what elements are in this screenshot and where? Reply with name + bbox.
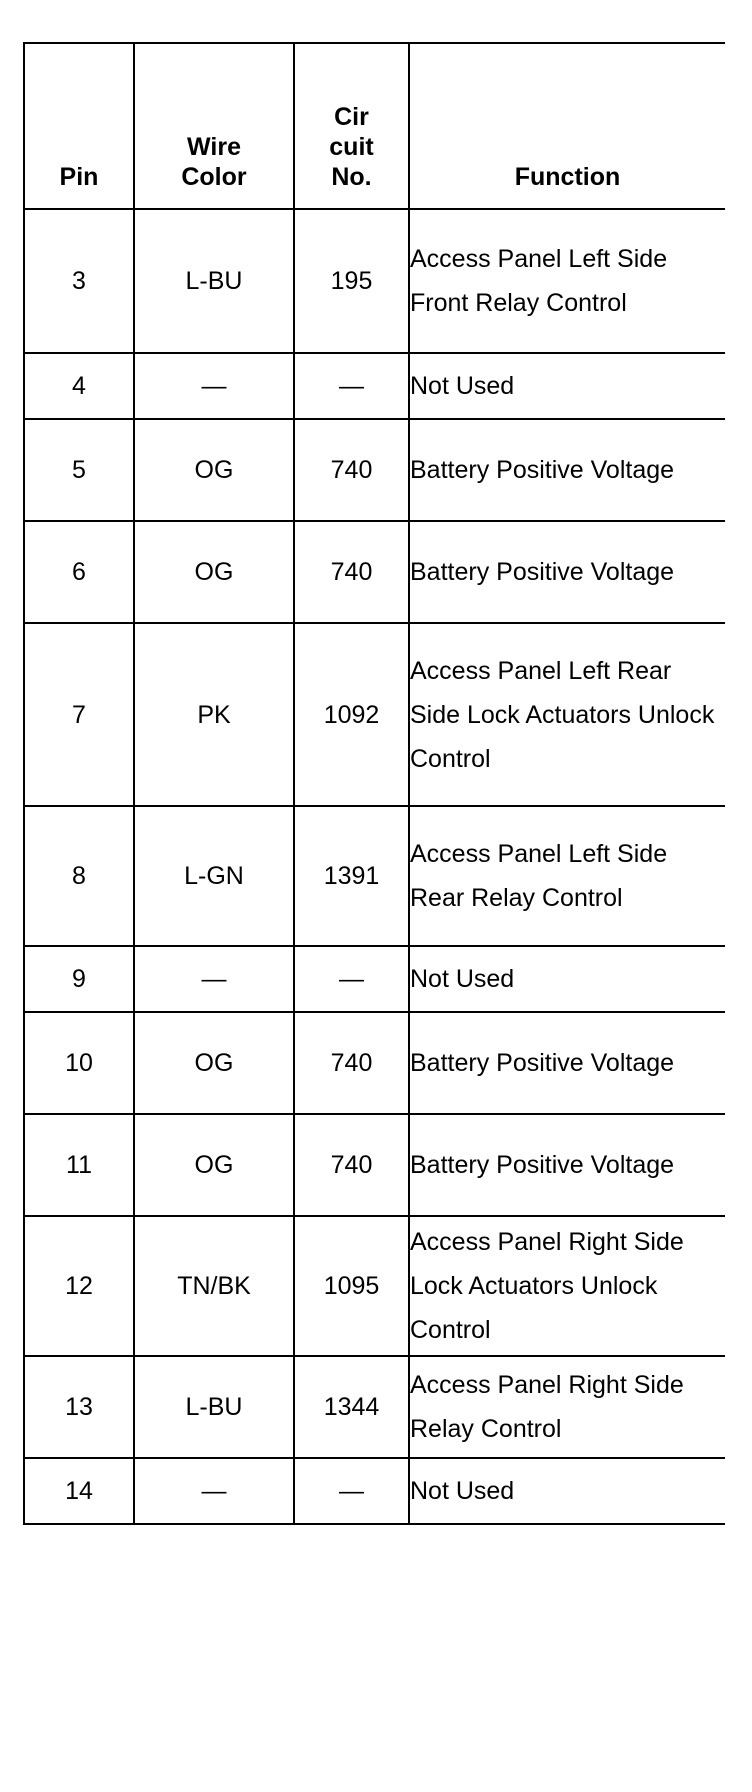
- function-cell: Not Used: [409, 353, 725, 419]
- table-row: [24, 353, 725, 419]
- circuit-number-cell: 740: [294, 521, 409, 623]
- pin-cell: 13: [24, 1356, 134, 1458]
- wire-color-cell: TN/BK: [134, 1216, 294, 1356]
- table-row: [24, 419, 725, 521]
- pin-cell: 3: [24, 209, 134, 353]
- header-wire-color-line: Wire: [187, 133, 241, 161]
- pin-cell: 4: [24, 353, 134, 419]
- pin-cell: 9: [24, 946, 134, 1012]
- function-cell: Battery Positive Voltage: [409, 419, 725, 521]
- wire-color-cell: L-BU: [134, 1356, 294, 1458]
- function-cell: Access Panel Right Side Lock Actuators Unlock Control: [409, 1216, 725, 1356]
- header-pin: Pin: [24, 43, 134, 209]
- pin-cell: 11: [24, 1114, 134, 1216]
- wire-color-cell: —: [134, 1458, 294, 1524]
- table-row: [24, 209, 725, 353]
- wire-color-cell: OG: [134, 521, 294, 623]
- function-cell: Access Panel Left Side Rear Relay Control: [409, 806, 725, 946]
- pin-cell: 7: [24, 623, 134, 806]
- table-row: [24, 1216, 725, 1356]
- function-cell: Battery Positive Voltage: [409, 521, 725, 623]
- table-row: [24, 521, 725, 623]
- circuit-number-cell: 740: [294, 1012, 409, 1114]
- wire-color-cell: L-BU: [134, 209, 294, 353]
- wire-color-cell: —: [134, 946, 294, 1012]
- wire-color-cell: OG: [134, 1012, 294, 1114]
- circuit-number-cell: 1344: [294, 1356, 409, 1458]
- header-circuit-line: Cir: [334, 103, 369, 131]
- function-cell: Not Used: [409, 946, 725, 1012]
- circuit-number-cell: 740: [294, 419, 409, 521]
- pin-cell: 14: [24, 1458, 134, 1524]
- table-row: [24, 1012, 725, 1114]
- circuit-number-cell: 740: [294, 1114, 409, 1216]
- connector-pinout-table: [23, 42, 725, 1525]
- header-wire-color-line: Color: [181, 163, 247, 191]
- circuit-number-cell: 195: [294, 209, 409, 353]
- circuit-number-cell: —: [294, 946, 409, 1012]
- header-function: Function: [409, 43, 725, 209]
- function-cell: Battery Positive Voltage: [409, 1012, 725, 1114]
- pin-cell: 8: [24, 806, 134, 946]
- function-cell: Access Panel Right Side Relay Control: [409, 1356, 725, 1458]
- circuit-number-cell: 1092: [294, 623, 409, 806]
- function-cell: Access Panel Left Side Front Relay Control: [409, 209, 725, 353]
- wire-color-cell: OG: [134, 1114, 294, 1216]
- header-circuit-no: [294, 43, 409, 209]
- function-cell: Battery Positive Voltage: [409, 1114, 725, 1216]
- pin-cell: 10: [24, 1012, 134, 1114]
- pin-cell: 5: [24, 419, 134, 521]
- wire-color-cell: —: [134, 353, 294, 419]
- circuit-number-cell: —: [294, 353, 409, 419]
- pin-cell: 12: [24, 1216, 134, 1356]
- header-circuit-line: cuit: [329, 133, 374, 161]
- table-row: [24, 946, 725, 1012]
- function-cell: Access Panel Left Rear Side Lock Actuators Unlock Control: [409, 623, 725, 806]
- table-row: [24, 1114, 725, 1216]
- table-row: [24, 1356, 725, 1458]
- wire-color-cell: L-GN: [134, 806, 294, 946]
- table-row: [24, 623, 725, 806]
- table-row: [24, 806, 725, 946]
- wire-color-cell: PK: [134, 623, 294, 806]
- circuit-number-cell: 1391: [294, 806, 409, 946]
- wire-color-cell: OG: [134, 419, 294, 521]
- pin-cell: 6: [24, 521, 134, 623]
- table-body: [24, 209, 725, 1524]
- circuit-number-cell: 1095: [294, 1216, 409, 1356]
- circuit-number-cell: —: [294, 1458, 409, 1524]
- header-row: [24, 43, 725, 209]
- header-wire-color: [134, 43, 294, 209]
- table-row: [24, 1458, 725, 1524]
- header-circuit-line: No.: [331, 163, 372, 191]
- function-cell: Not Used: [409, 1458, 725, 1524]
